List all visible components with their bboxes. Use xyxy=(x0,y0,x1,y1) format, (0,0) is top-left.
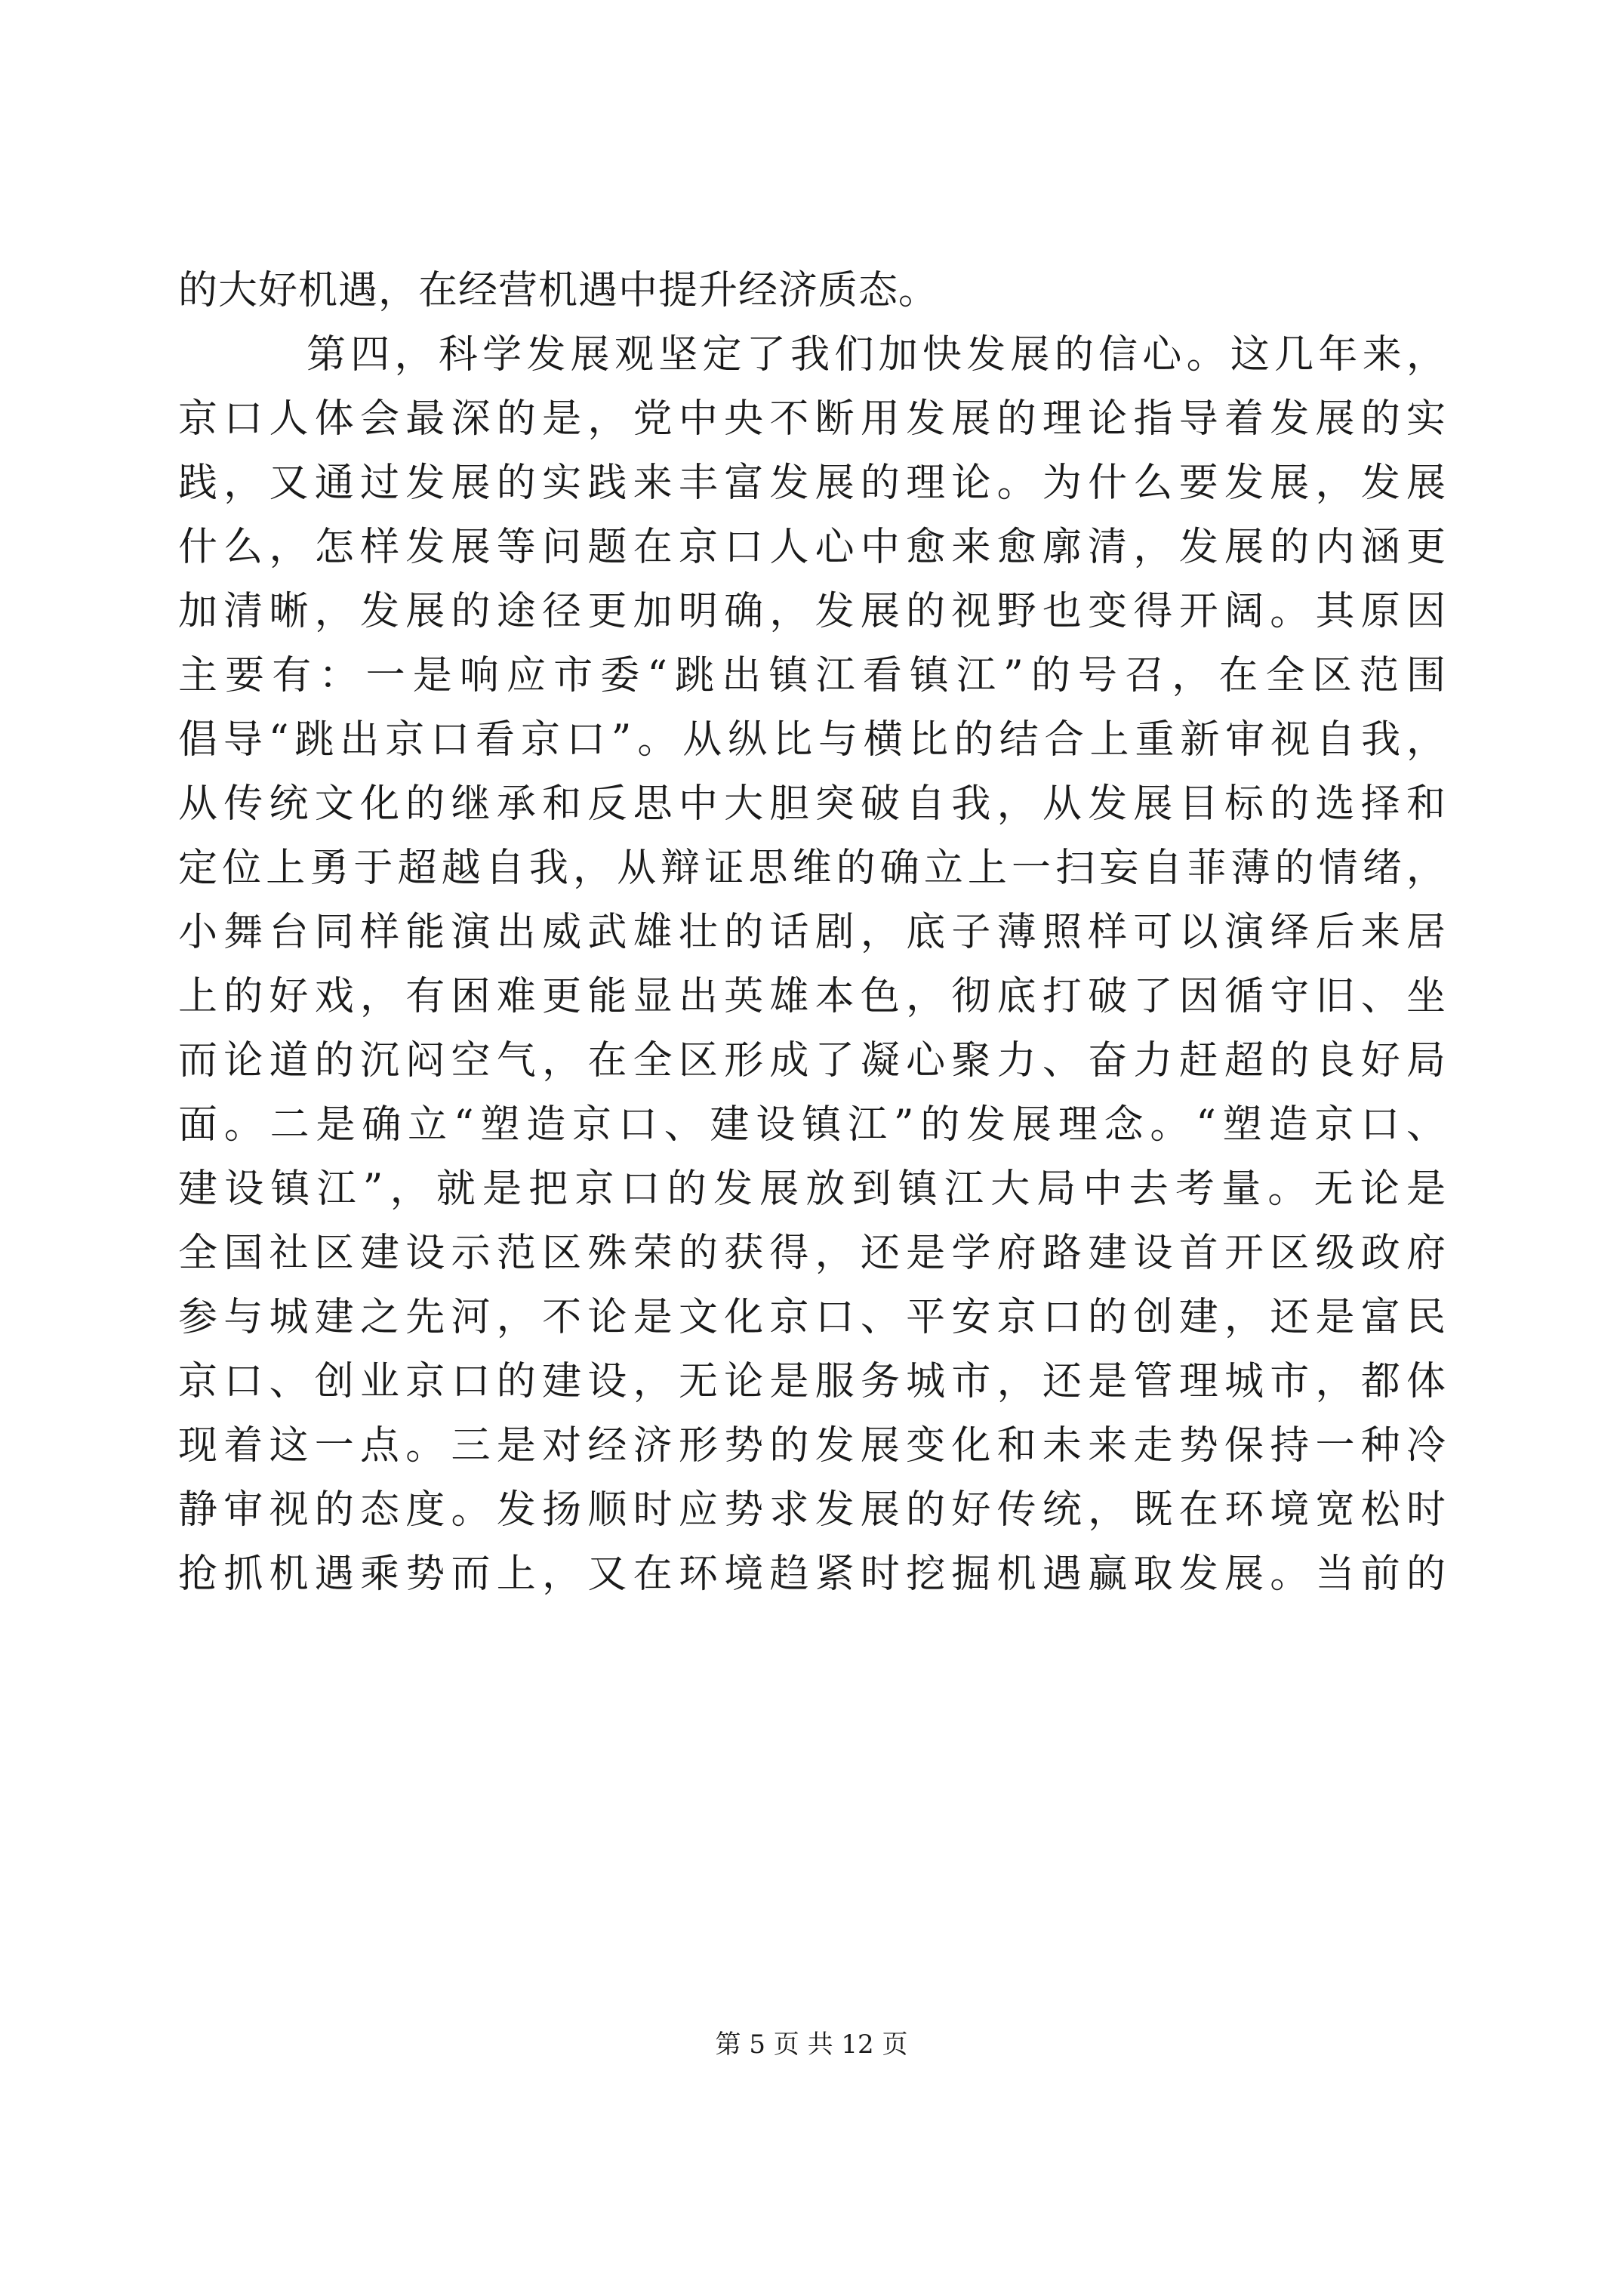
paragraph-line: 面。二是确立“塑造京口、建设镇江”的发展理念。“塑造京口、 xyxy=(178,1102,1446,1148)
paragraph-line: 全国社区建设示范区殊荣的获得，还是学府路建设首开区级政府 xyxy=(178,1231,1446,1276)
paragraph-line: 而论道的沉闷空气，在全区形成了凝心聚力、奋力赶超的良好局 xyxy=(178,1038,1446,1083)
paragraph-line: 小舞台同样能演出威武雄壮的话剧，底子薄照样可以演绎后来居 xyxy=(178,910,1446,955)
paragraph-line: 建设镇江”，就是把京口的发展放到镇江大局中去考量。无论是 xyxy=(178,1166,1446,1212)
paragraph-line: 加清晰，发展的途径更加明确，发展的视野也变得开阔。其原因 xyxy=(178,589,1446,634)
paragraph-line: 主要有：一是响应市委“跳出镇江看镇江”的号召，在全区范围 xyxy=(178,653,1446,698)
paragraph-line: 上的好戏，有困难更能显出英雄本色，彻底打破了因循守旧、坐 xyxy=(178,974,1446,1019)
paragraph-line: 现着这一点。三是对经济形势的发展变化和未来走势保持一种冷 xyxy=(178,1423,1446,1469)
paragraph-line: 静审视的态度。发扬顺时应势求发展的好传统，既在环境宽松时 xyxy=(178,1487,1446,1533)
paragraph-line: 从传统文化的继承和反思中大胆突破自我，从发展目标的选择和 xyxy=(178,781,1446,827)
paragraph-line: 践，又通过发展的实践来丰富发展的理论。为什么要发展，发展 xyxy=(178,461,1446,506)
document-body xyxy=(178,259,1446,1607)
paragraph-line: 倡导“跳出京口看京口”。从纵比与横比的结合上重新审视自我， xyxy=(178,717,1446,763)
paragraph-line: 抢抓机遇乘势而上，又在环境趋紧时挖掘机遇赢取发展。当前的 xyxy=(178,1552,1446,1597)
page-footer: 第 5 页 共 12 页 xyxy=(715,2029,908,2060)
paragraph-line: 定位上勇于超越自我，从辩证思维的确立上一扫妄自菲薄的情绪， xyxy=(178,846,1446,891)
paragraph-line: 的大好机遇，在经营机遇中提升经济质态。 xyxy=(178,268,939,313)
paragraph-line: 京口人体会最深的是，党中央不断用发展的理论指导着发展的实 xyxy=(178,396,1446,442)
paragraph-line: 什么，怎样发展等问题在京口人心中愈来愈廓清，发展的内涵更 xyxy=(178,525,1446,570)
paragraph-line: 参与城建之先河，不论是文化京口、平安京口的创建，还是富民 xyxy=(178,1295,1446,1340)
paragraph-line: 第四，科学发展观坚定了我们加快发展的信心。这几年来， xyxy=(306,332,1446,378)
paragraph-line: 京口、创业京口的建设，无论是服务城市，还是管理城市，都体 xyxy=(178,1359,1446,1404)
